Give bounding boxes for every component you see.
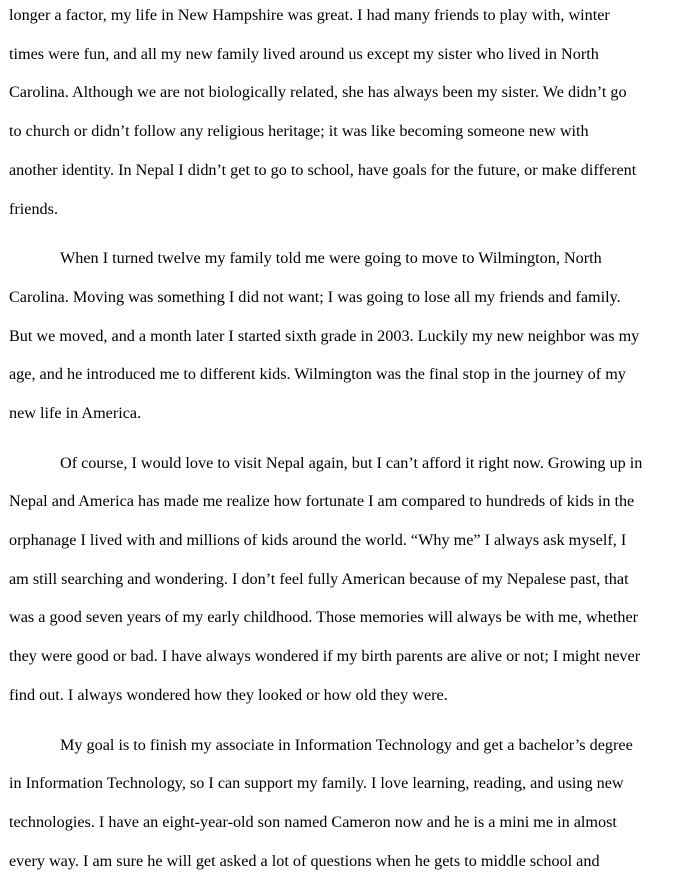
- text-line: Carolina. Although we are not biologically related, she has always been my sister. We didn’t go: [9, 83, 627, 101]
- text-line: every way. I am sure he will get asked a lot of questions when he gets to middle school and: [9, 852, 600, 870]
- text-line: new life in America.: [9, 404, 142, 422]
- text-line: orphanage I lived with and millions of kids around the world. “Why me” I always ask myself, I: [9, 531, 627, 549]
- text-line: was a good seven years of my early childhood. Those memories will always be with me, whether: [9, 608, 639, 626]
- text-line: technologies. I have an eight-year-old son named Cameron now and he is a mini me in almost: [9, 813, 617, 831]
- paragraph-first-line: When I turned twelve my family told me were going to move to Wilmington, North: [60, 249, 602, 267]
- paragraph-first-line: My goal is to finish my associate in Information Technology and get a bachelor’s degree: [60, 736, 633, 754]
- text-line: in Information Technology, so I can support my family. I love learning, reading, and using new: [9, 774, 624, 792]
- text-line: Nepal and America has made me realize how fortunate I am compared to hundreds of kids in the: [9, 492, 635, 510]
- text-line: But we moved, and a month later I started sixth grade in 2003. Luckily my new neighbor was my: [9, 327, 640, 345]
- text-line: longer a factor, my life in New Hampshire was great. I had many friends to play with, winter: [9, 6, 610, 24]
- text-line: Carolina. Moving was something I did not want; I was going to lose all my friends and family.: [9, 288, 621, 306]
- text-line: times were fun, and all my new family lived around us except my sister who lived in North: [9, 45, 599, 63]
- text-line: another identity. In Nepal I didn’t get to go to school, have goals for the future, or make different: [9, 161, 637, 179]
- text-line: they were good or bad. I have always wondered if my birth parents are alive or not; I might never: [9, 647, 641, 665]
- text-line: friends.: [9, 200, 58, 218]
- paragraph-first-line: Of course, I would love to visit Nepal again, but I can’t afford it right now. Growing up in: [60, 454, 643, 472]
- text-line: to church or didn’t follow any religious heritage; it was like becoming someone new with: [9, 122, 589, 140]
- text-line: am still searching and wondering. I don’t feel fully American because of my Nepalese past, that: [9, 570, 629, 588]
- text-line: age, and he introduced me to different kids. Wilmington was the final stop in the journey of my: [9, 365, 626, 383]
- text-line: find out. I always wondered how they looked or how old they were.: [9, 686, 448, 704]
